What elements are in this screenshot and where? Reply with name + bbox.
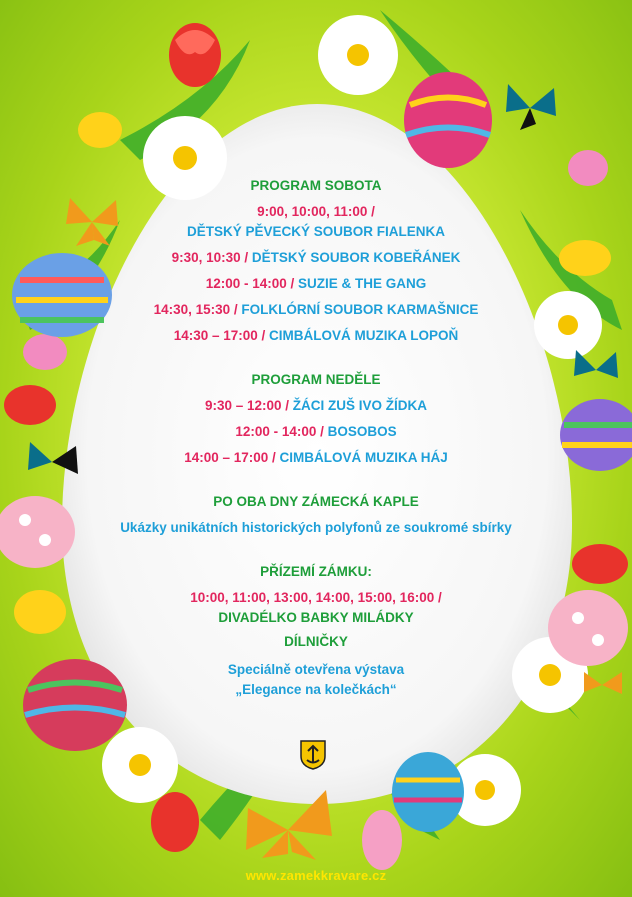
easter-egg-icon xyxy=(560,399,632,471)
crest-icon xyxy=(300,740,326,770)
event-name: SUZIE & THE GANG xyxy=(298,276,427,291)
tulip-icon xyxy=(559,240,611,276)
event-name: CIMBÁLOVÁ MUZIKA LOPOŇ xyxy=(269,328,459,343)
event-time: 9:30, 10:30 / xyxy=(171,250,249,265)
butterfly-icon xyxy=(246,790,332,860)
easter-egg-icon xyxy=(12,253,112,337)
tulip-icon xyxy=(14,590,66,634)
event-name: FOLKLÓRNÍ SOUBOR KARMAŠNICE xyxy=(241,302,479,317)
event-time: 14:30 – 17:00 / xyxy=(173,328,266,343)
saturday-heading: PROGRAM SOBOTA xyxy=(250,178,382,193)
saturday-item xyxy=(100,326,532,346)
event-name: DĚTSKÝ SOUBOR KOBEŘÁNEK xyxy=(251,250,461,265)
easter-egg-icon xyxy=(0,496,75,568)
ground-floor-heading: PŘÍZEMÍ ZÁMKU: xyxy=(260,564,372,579)
saturday-item xyxy=(100,274,532,294)
tulip-icon xyxy=(151,792,199,852)
tulip-icon xyxy=(568,150,608,186)
event-name: BOSOBOS xyxy=(327,424,397,439)
saturday-item xyxy=(100,248,532,268)
ground-floor-times: 10:00, 11:00, 13:00, 14:00, 15:00, 16:00 / xyxy=(190,590,442,605)
butterfly-icon xyxy=(506,84,556,130)
tulip-icon xyxy=(23,334,67,370)
sunday-item xyxy=(100,422,532,442)
sunday-item xyxy=(100,396,532,416)
event-time: 9:30 – 12:00 / xyxy=(204,398,290,413)
exhibition-line-2: „Elegance na kolečkách“ xyxy=(235,682,397,697)
tulip-icon xyxy=(572,544,628,584)
event-time: 12:00 - 14:00 / xyxy=(205,276,295,291)
daisy-icon xyxy=(318,15,398,95)
event-name: CIMBÁLOVÁ MUZIKA HÁJ xyxy=(279,450,448,465)
easter-egg-icon xyxy=(392,752,464,832)
event-time: 12:00 - 14:00 / xyxy=(235,424,324,439)
saturday-item xyxy=(100,202,532,242)
tulip-icon xyxy=(169,23,221,87)
website-link[interactable]: www.zamekkravare.cz xyxy=(245,868,387,883)
both-days-text: Ukázky unikátních historických polyfonů ze soukromé sbírky xyxy=(120,520,512,535)
workshops-label: DÍLNIČKY xyxy=(284,634,348,649)
butterfly-icon xyxy=(28,442,78,474)
both-days-heading: PO OBA DNY ZÁMECKÁ KAPLE xyxy=(213,494,419,509)
daisy-icon xyxy=(102,727,178,803)
event-time: 14:00 – 17:00 / xyxy=(184,450,276,465)
easter-egg-icon xyxy=(404,72,492,168)
tulip-icon xyxy=(78,112,122,148)
sunday-heading: PROGRAM NEDĚLE xyxy=(251,372,381,387)
theatre-name: DIVADÉLKO BABKY MILÁDKY xyxy=(218,610,414,625)
exhibition-line-1: Speciálně otevřena výstava xyxy=(227,662,405,677)
program-content xyxy=(100,176,532,700)
butterfly-icon xyxy=(584,672,622,694)
sunday-item xyxy=(100,448,532,468)
event-name: DĚTSKÝ PĚVECKÝ SOUBOR FIALENKA xyxy=(186,224,446,239)
event-time: 14:30, 15:30 / xyxy=(153,302,238,317)
easter-egg-icon xyxy=(548,590,628,666)
event-time: 9:00, 10:00, 11:00 / xyxy=(257,204,375,219)
tulip-icon xyxy=(362,810,402,870)
daisy-icon xyxy=(534,291,602,359)
saturday-item xyxy=(100,300,532,320)
tulip-icon xyxy=(4,385,56,425)
event-name: ŽÁCI ZUŠ IVO ŽÍDKA xyxy=(292,398,428,413)
